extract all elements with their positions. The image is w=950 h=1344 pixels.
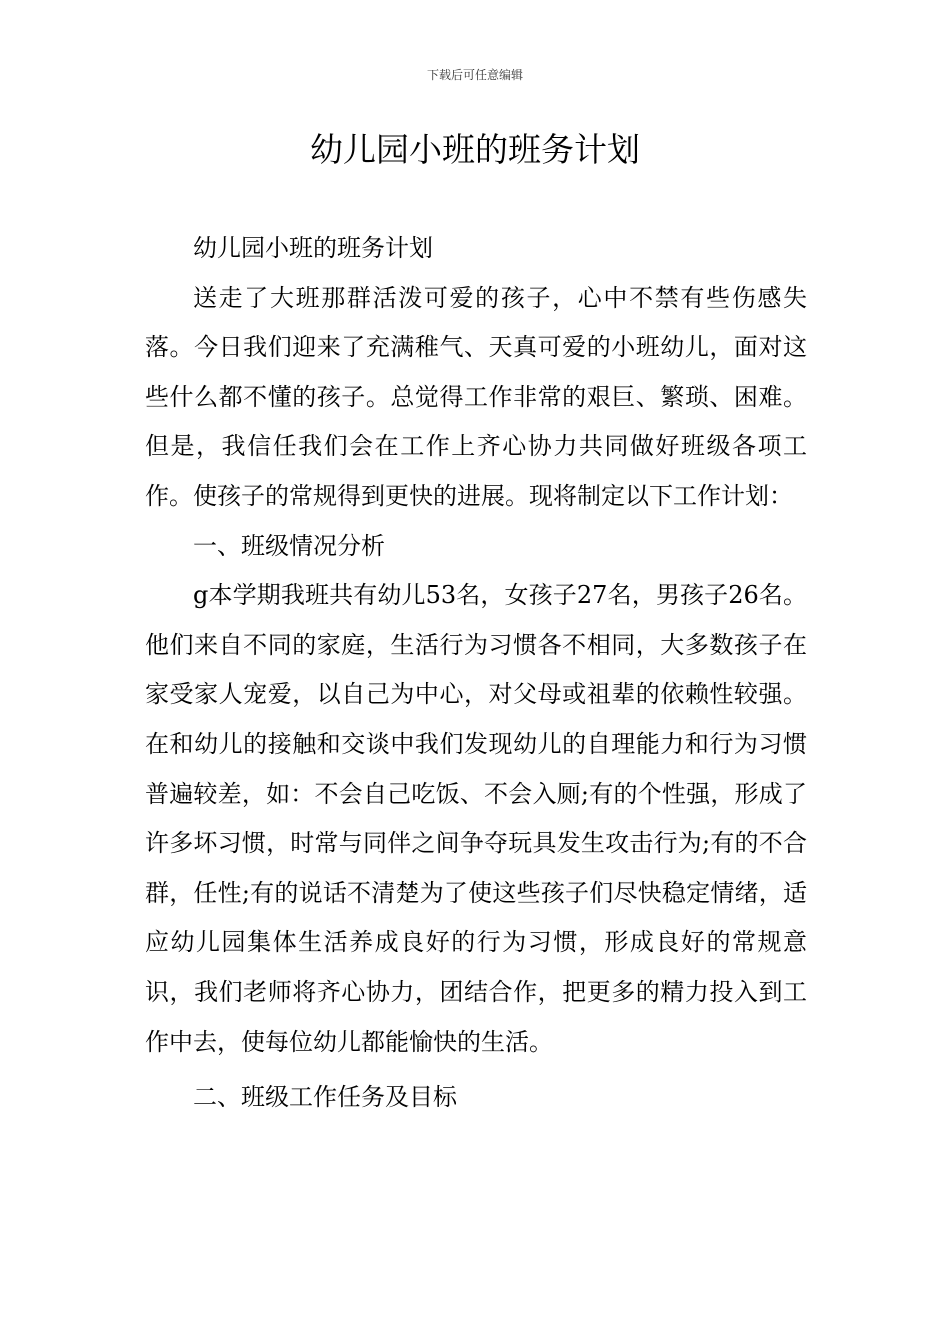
header-note: 下载后可任意编辑 bbox=[426, 68, 523, 82]
paragraph-intro: 送走了大班那群活泼可爱的孩子，心中不禁有些伤感失落。今日我们迎来了充满稚气、天真可爱的小班幼儿，面对这些什么都不懂的孩子。总觉得工作非常的艰巨、繁琐、困难。但是，我信任我们会在工作上齐心协力共同做好班级各项工作。使孩子的常规得到更快的进展。现将制定以下工作计划： bbox=[145, 283, 807, 510]
document-title: 幼儿园小班的班务计划 bbox=[310, 130, 640, 169]
paragraph-subtitle: 幼儿园小班的班务计划 bbox=[193, 234, 433, 262]
document-body bbox=[145, 224, 807, 1123]
section-heading-tasks-goals: 二、班级工作任务及目标 bbox=[193, 1083, 457, 1112]
paragraph-class-analysis: g本学期我班共有幼儿53名，女孩子27名，男孩子26名。他们来自不同的家庭，生活行为习惯各不相同，大多数孩子在家受家人宠爱，以自己为中心，对父母或祖辈的依赖性较强。在和幼儿的接触和交谈中我们发现幼儿的自理能力和行为习惯普遍较差，如：不会自己吃饭、不会入厕;有的个性强，形成了许多坏习惯，时常与同伴之间争夺玩具发生攻击行为;有的不合群，任性;有的说话不清楚为了使这些孩子们尽快稳定情绪，适应幼儿园集体生活养成良好的行为习惯，形成良好的常规意识，我们老师将齐心协力，团结合作，把更多的精力投入到工作中去，使每位幼儿都能愉快的生活。 bbox=[145, 581, 807, 1056]
section-heading-class-analysis: 一、班级情况分析 bbox=[193, 531, 385, 560]
